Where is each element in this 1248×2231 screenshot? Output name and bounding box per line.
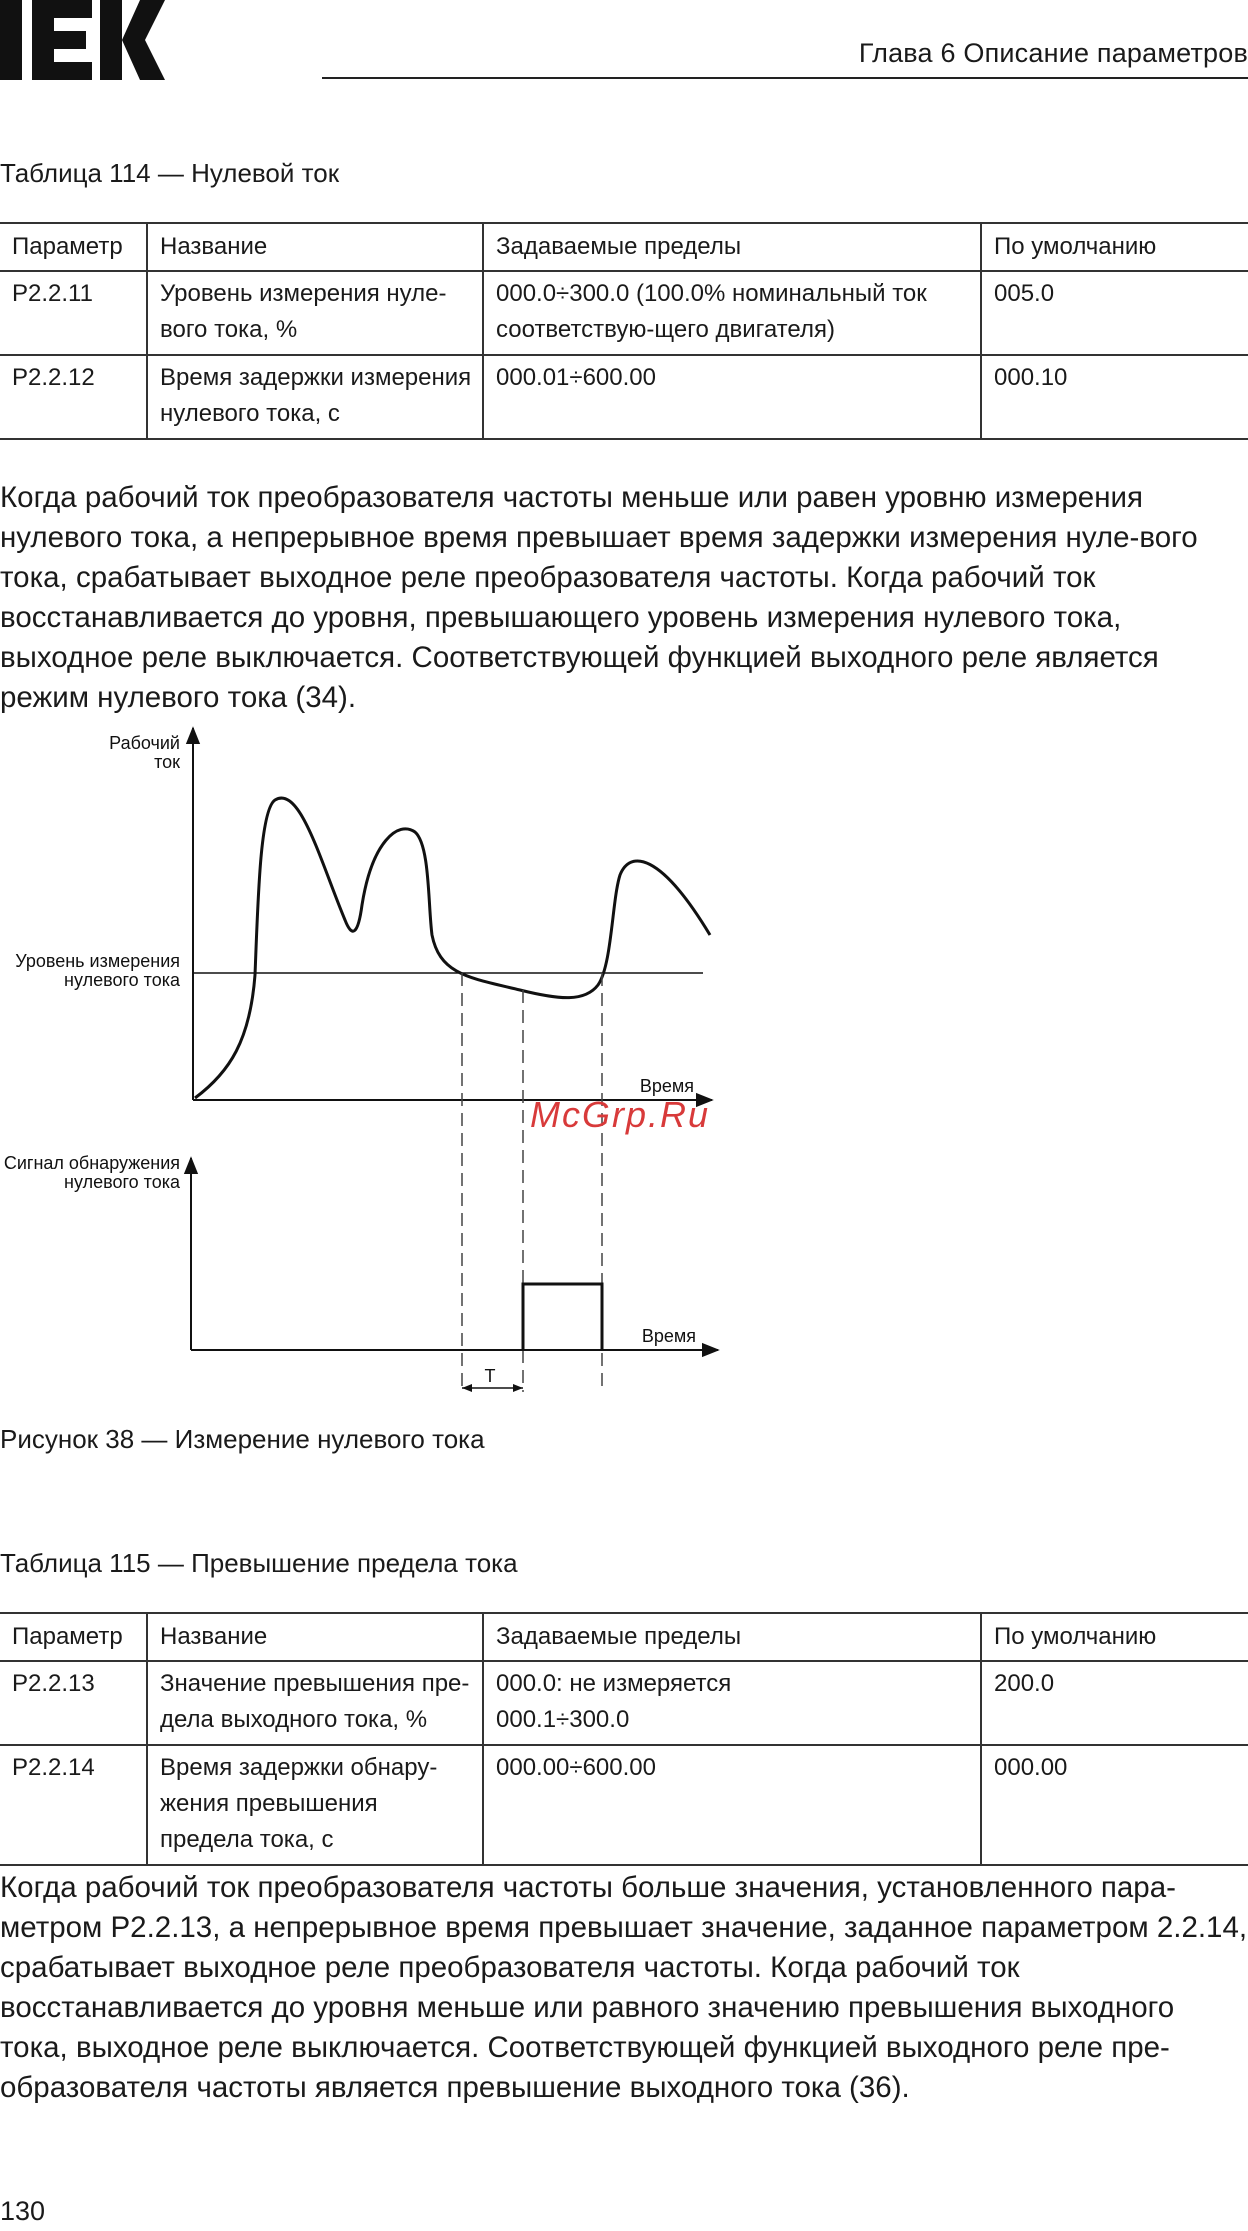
cell-default: 000.10 <box>981 355 1248 439</box>
cell-range: 000.00÷600.00 <box>483 1745 981 1865</box>
figure-caption: Рисунок 38 — Измерение нулевого тока <box>0 1424 485 1454</box>
cell-range: 000.01÷600.00 <box>483 355 981 439</box>
table-row <box>0 1745 1248 1865</box>
cell-name: Значение превышения пре-дела выходного тока, % <box>147 1661 483 1745</box>
table-row <box>0 1661 1248 1745</box>
cell-param: P2.2.11 <box>0 271 147 355</box>
cell-name: Время задержки обнару-жения превышения предела тока, с <box>147 1745 483 1865</box>
cell-default: 005.0 <box>981 271 1248 355</box>
col-default: По умолчанию <box>981 1613 1248 1661</box>
current-curve <box>195 798 710 1098</box>
table-header-row <box>0 1613 1248 1661</box>
iek-logo <box>0 0 165 80</box>
col-param: Параметр <box>0 1613 147 1661</box>
cell-name: Уровень измерения нуле-вого тока, % <box>147 271 483 355</box>
zero-current-diagram <box>0 720 740 1400</box>
cell-range-line2: 000.1÷300.0 <box>496 1706 630 1733</box>
time-label-top: Время <box>639 1076 694 1096</box>
col-range: Задаваемые пределы <box>483 223 981 271</box>
paragraph-overcurrent: Когда рабочий ток преобразователя частоты больше значения, установленного пара-метром P2.2.13, а непрерывное время превышает значение, заданное параметром 2.2.14, срабатывает выходное реле преобразователя частоты. Когда рабочий ток восстанавливается до уровня меньше или равного значению превышения выходного тока, выходное реле выключается. Соответствующей функцией выходного реле пре-образователя частоты является превышение выходного тока (36). <box>0 1871 1248 2104</box>
cell-name: Время задержки измерения нулевого тока, с <box>147 355 483 439</box>
col-name: Название <box>147 223 483 271</box>
t-label: T <box>484 1366 496 1386</box>
table115 <box>0 1612 1248 1866</box>
cell-range-line1: 000.0: не измеряется <box>496 1670 732 1697</box>
chapter-title: Глава 6 Описание параметров <box>858 38 1248 68</box>
time-label-bottom: Время <box>641 1326 696 1346</box>
level-label-line1: Уровень измерения <box>15 951 180 971</box>
cell-default: 000.00 <box>981 1745 1248 1865</box>
cell-range: 000.0÷300.0 (100.0% номинальный ток соответствую-щего двигателя) <box>483 271 981 355</box>
signal-label-line2: нулевого тока <box>64 1172 180 1192</box>
page-number: 130 <box>0 2196 46 2226</box>
signal-label-line1: Сигнал обнаружения <box>3 1153 180 1173</box>
col-name: Название <box>147 1613 483 1661</box>
paragraph-zero-current: Когда рабочий ток преобразователя частоты меньше или равен уровню измерения нулевого тока, а непрерывное время превышает время задержки измерения нуле-вого тока, срабатывает выходное реле преобразователя частоты. Когда рабочий ток восстанавливается до уровня, превышающего уровень измерения нулевого тока, выходное реле выключается. Соответствующей функцией выходного реле является режим нулевого тока (34). <box>0 481 1198 714</box>
table115-caption: Таблица 115 — Превышение предела тока <box>0 1548 518 1578</box>
cell-range <box>483 1661 981 1745</box>
table-header-row <box>0 223 1248 271</box>
table-row <box>0 271 1248 355</box>
y-label-top-line1: Рабочий <box>109 733 180 753</box>
table-row <box>0 355 1248 439</box>
col-range: Задаваемые пределы <box>483 1613 981 1661</box>
watermark: McGrp.Ru <box>530 1094 711 1135</box>
header-rule <box>322 77 1248 79</box>
cell-param: P2.2.12 <box>0 355 147 439</box>
y-label-top-line2: ток <box>154 752 180 772</box>
level-label-line2: нулевого тока <box>64 970 180 990</box>
table114 <box>0 222 1248 440</box>
col-default: По умолчанию <box>981 223 1248 271</box>
col-param: Параметр <box>0 223 147 271</box>
cell-default: 200.0 <box>981 1661 1248 1745</box>
cell-param: P2.2.14 <box>0 1745 147 1865</box>
cell-param: P2.2.13 <box>0 1661 147 1745</box>
table114-caption: Таблица 114 — Нулевой ток <box>0 158 340 188</box>
signal-pulse <box>523 1284 602 1350</box>
